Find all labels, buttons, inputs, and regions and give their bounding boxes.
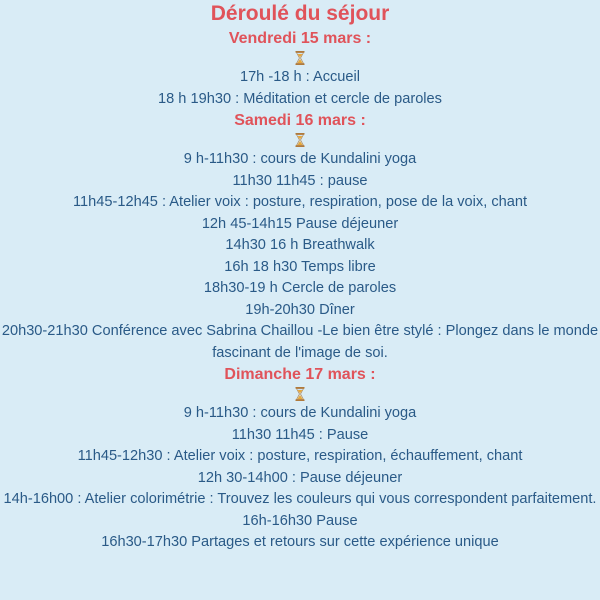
schedule-item: 14h30 16 h Breathwalk [225,237,375,253]
day-heading: Dimanche 17 mars : [224,366,376,383]
schedule-item: 18 h 19h30 : Méditation et cercle de paroles [158,90,442,107]
hourglass-icon [0,131,600,149]
schedule-item: 11h30 11h45 : Pause [231,426,369,443]
schedule-item: 16h 18 h30 Temps libre [224,258,376,275]
schedule-item: 9 h-11h30 : cours de Kundalini yoga [183,151,417,167]
page-title: Déroulé du séjour [210,2,390,25]
day-heading: Samedi 16 mars : [234,112,366,129]
schedule-item: 12h 30-14h00 : Pause déjeuner [197,469,403,486]
schedule-item: 16h-16h30 Pause [242,512,358,529]
schedule-item: 11h45-12h30 : Atelier voix : posture, respiration, échauffement, chant [77,448,523,464]
schedule-item: 11h45-12h45 : Atelier voix : posture, respiration, pose de la voix, chant [72,194,528,210]
schedule-item: 19h-20h30 Dîner [245,301,355,318]
schedule-item: 20h30-21h30 Conférence avec Sabrina Chaillou -Le bien être stylé : Plongez dans le monde fascinant de l'image de soi. [1,323,599,361]
schedule-item: 9 h-11h30 : cours de Kundalini yoga [183,405,417,421]
schedule-item: 14h-16h00 : Atelier colorimétrie : Trouvez les couleurs qui vous correspondent parfaitement. [3,491,597,507]
schedule-item: 16h30-17h30 Partages et retours sur cette expérience unique [101,534,499,550]
day-heading: Vendredi 15 mars : [228,30,372,47]
schedule-item: 18h30-19 h Cercle de paroles [203,280,397,296]
day-section-friday [0,28,600,110]
day-section-saturday [0,110,600,364]
hourglass-icon [0,385,600,403]
hourglass-icon [0,49,600,67]
day-section-sunday [0,364,600,554]
schedule-item: 12h 45-14h15 Pause déjeuner [201,215,399,232]
schedule-item: 11h30 11h45 : pause [232,172,368,189]
schedule-item: 17h -18 h : Accueil [239,69,361,85]
